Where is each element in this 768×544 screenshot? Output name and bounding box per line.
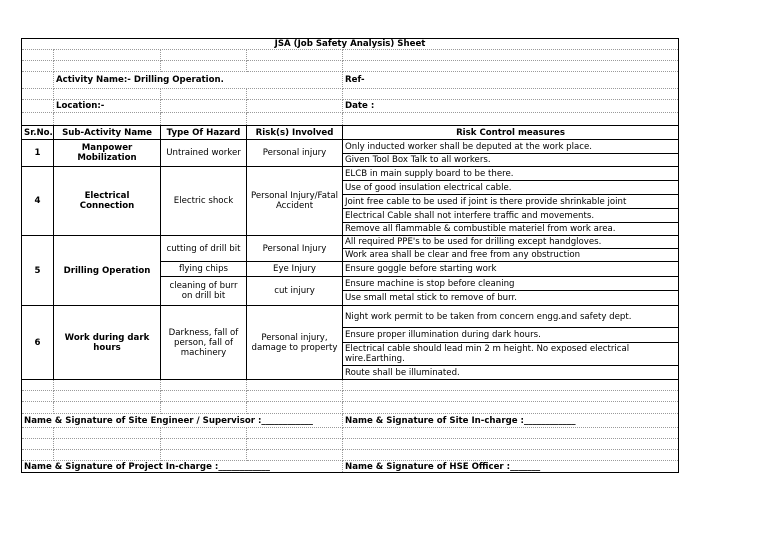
blank-cell	[54, 402, 161, 414]
blank-cell	[161, 50, 247, 61]
blank-cell	[22, 402, 54, 414]
blank-cell	[161, 391, 247, 402]
control-measure-cell: Use small metal stick to remove of burr.	[343, 291, 679, 306]
control-measure-cell: Work area shall be clear and free from any obstruction	[343, 249, 679, 262]
hazard-cell: flying chips	[161, 262, 247, 277]
blank-cell	[22, 89, 54, 100]
blank-cell	[247, 61, 343, 72]
blank-cell	[343, 113, 679, 126]
control-measure-cell: Night work permit to be taken from concern engg.and safety dept.	[343, 306, 679, 328]
blank-cell	[161, 428, 247, 439]
blank-cell	[343, 402, 679, 414]
blank-cell	[161, 402, 247, 414]
blank-row	[22, 402, 679, 414]
blank-cell	[343, 450, 679, 461]
blank-cell	[161, 450, 247, 461]
sub-activity-cell: Electrical Connection	[54, 167, 161, 236]
control-measure-cell: Ensure machine is stop before cleaning	[343, 277, 679, 291]
srno-cell: 4	[22, 167, 54, 236]
jsa-table	[21, 38, 679, 473]
blank-cell	[22, 100, 54, 113]
col-header-sub-activity: Sub-Activity Name	[54, 126, 161, 140]
blank-row	[22, 380, 679, 391]
blank-cell	[22, 439, 54, 450]
control-measure-cell: Route shall be illuminated.	[343, 366, 679, 380]
table-row	[22, 306, 679, 328]
blank-cell	[247, 380, 343, 391]
jsa-table-body	[22, 39, 679, 473]
date-field: Date :	[343, 100, 679, 113]
blank-row	[22, 439, 679, 450]
blank-cell	[54, 380, 161, 391]
col-header-control: Risk Control measures	[343, 126, 679, 140]
hazard-cell: cutting of drill bit	[161, 236, 247, 262]
control-measure-cell: Given Tool Box Talk to all workers.	[343, 154, 679, 167]
control-measure-cell: Ensure proper illumination during dark hours.	[343, 328, 679, 343]
blank-cell	[22, 50, 54, 61]
hazard-cell: Electric shock	[161, 167, 247, 236]
blank-cell	[247, 402, 343, 414]
site-engineer-signature: Name & Signature of Site Engineer / Supervisor :____________	[22, 414, 343, 428]
risk-cell: Eye Injury	[247, 262, 343, 277]
col-header-hazard: Type Of Hazard	[161, 126, 247, 140]
jsa-sheet	[21, 38, 678, 473]
blank-cell	[22, 450, 54, 461]
blank-cell	[161, 439, 247, 450]
blank-row	[22, 450, 679, 461]
blank-cell	[343, 61, 679, 72]
blank-cell	[343, 439, 679, 450]
control-measure-cell: Only inducted worker shall be deputed at the work place.	[343, 140, 679, 154]
sub-activity-cell: Manpower Mobilization	[54, 140, 161, 167]
srno-cell: 1	[22, 140, 54, 167]
sub-activity-cell: Drilling Operation	[54, 236, 161, 306]
blank-cell	[161, 100, 247, 113]
hazard-cell: Darkness, fall of person, fall of machinery	[161, 306, 247, 380]
blank-cell	[161, 61, 247, 72]
blank-row	[22, 391, 679, 402]
risk-cell: Personal injury	[247, 140, 343, 167]
risk-cell: Personal Injury	[247, 236, 343, 262]
table-row	[22, 140, 679, 154]
activity-name: Activity Name:- Drilling Operation.	[54, 72, 343, 89]
location-field: Location:-	[54, 100, 161, 113]
table-row	[22, 167, 679, 181]
srno-cell: 5	[22, 236, 54, 306]
blank-cell	[343, 89, 679, 100]
blank-cell	[161, 89, 247, 100]
control-measure-cell: ELCB in main supply board to be there.	[343, 167, 679, 181]
blank-cell	[161, 380, 247, 391]
blank-cell	[54, 450, 161, 461]
srno-cell: 6	[22, 306, 54, 380]
signature-row	[22, 414, 679, 428]
blank-cell	[161, 113, 247, 126]
blank-cell	[22, 380, 54, 391]
hazard-cell: cleaning of burr on drill bit	[161, 277, 247, 306]
blank-cell	[343, 391, 679, 402]
hse-officer-signature: Name & Signature of HSE Officer :_______	[343, 461, 679, 473]
sub-activity-cell: Work during dark hours	[54, 306, 161, 380]
blank-cell	[22, 72, 54, 89]
control-measure-cell: Use of good insulation electrical cable.	[343, 181, 679, 195]
blank-cell	[54, 391, 161, 402]
blank-cell	[22, 428, 54, 439]
sheet-title: JSA (Job Safety Analysis) Sheet	[22, 39, 679, 50]
col-header-srno: Sr.No.	[22, 126, 54, 140]
blank-cell	[247, 450, 343, 461]
blank-cell	[54, 61, 161, 72]
control-measure-cell: Remove all flammable & combustible materiel from work area.	[343, 223, 679, 236]
blank-cell	[343, 428, 679, 439]
table-row	[22, 236, 679, 249]
blank-cell	[22, 113, 54, 126]
blank-cell	[247, 391, 343, 402]
project-incharge-signature: Name & Signature of Project In-charge :____________	[22, 461, 343, 473]
blank-cell	[54, 428, 161, 439]
blank-cell	[22, 61, 54, 72]
hazard-cell: Untrained worker	[161, 140, 247, 167]
control-measure-cell: All required PPE's to be used for drilling except handgloves.	[343, 236, 679, 249]
blank-cell	[247, 428, 343, 439]
control-measure-cell: Joint free cable to be used if joint is there provide shrinkable joint	[343, 195, 679, 209]
blank-cell	[247, 100, 343, 113]
blank-cell	[54, 439, 161, 450]
blank-cell	[247, 50, 343, 61]
blank-cell	[343, 380, 679, 391]
blank-cell	[22, 391, 54, 402]
control-measure-cell: Electrical cable should lead min 2 m height. No exposed electrical wire.Earthing.	[343, 343, 679, 366]
blank-cell	[54, 89, 161, 100]
blank-row	[22, 428, 679, 439]
signature-row	[22, 461, 679, 473]
control-measure-cell: Ensure goggle before starting work	[343, 262, 679, 277]
control-measure-cell: Electrical Cable shall not interfere traffic and movements.	[343, 209, 679, 223]
blank-cell	[54, 50, 161, 61]
site-incharge-signature: Name & Signature of Site In-charge :____________	[343, 414, 679, 428]
risk-cell: Personal injury, damage to property	[247, 306, 343, 380]
risk-cell: Personal Injury/Fatal Accident	[247, 167, 343, 236]
ref-field: Ref-	[343, 72, 679, 89]
risk-cell: cut injury	[247, 277, 343, 306]
blank-cell	[247, 89, 343, 100]
blank-cell	[54, 113, 161, 126]
blank-cell	[247, 439, 343, 450]
blank-cell	[247, 113, 343, 126]
blank-cell	[343, 50, 679, 61]
col-header-risk: Risk(s) Involved	[247, 126, 343, 140]
